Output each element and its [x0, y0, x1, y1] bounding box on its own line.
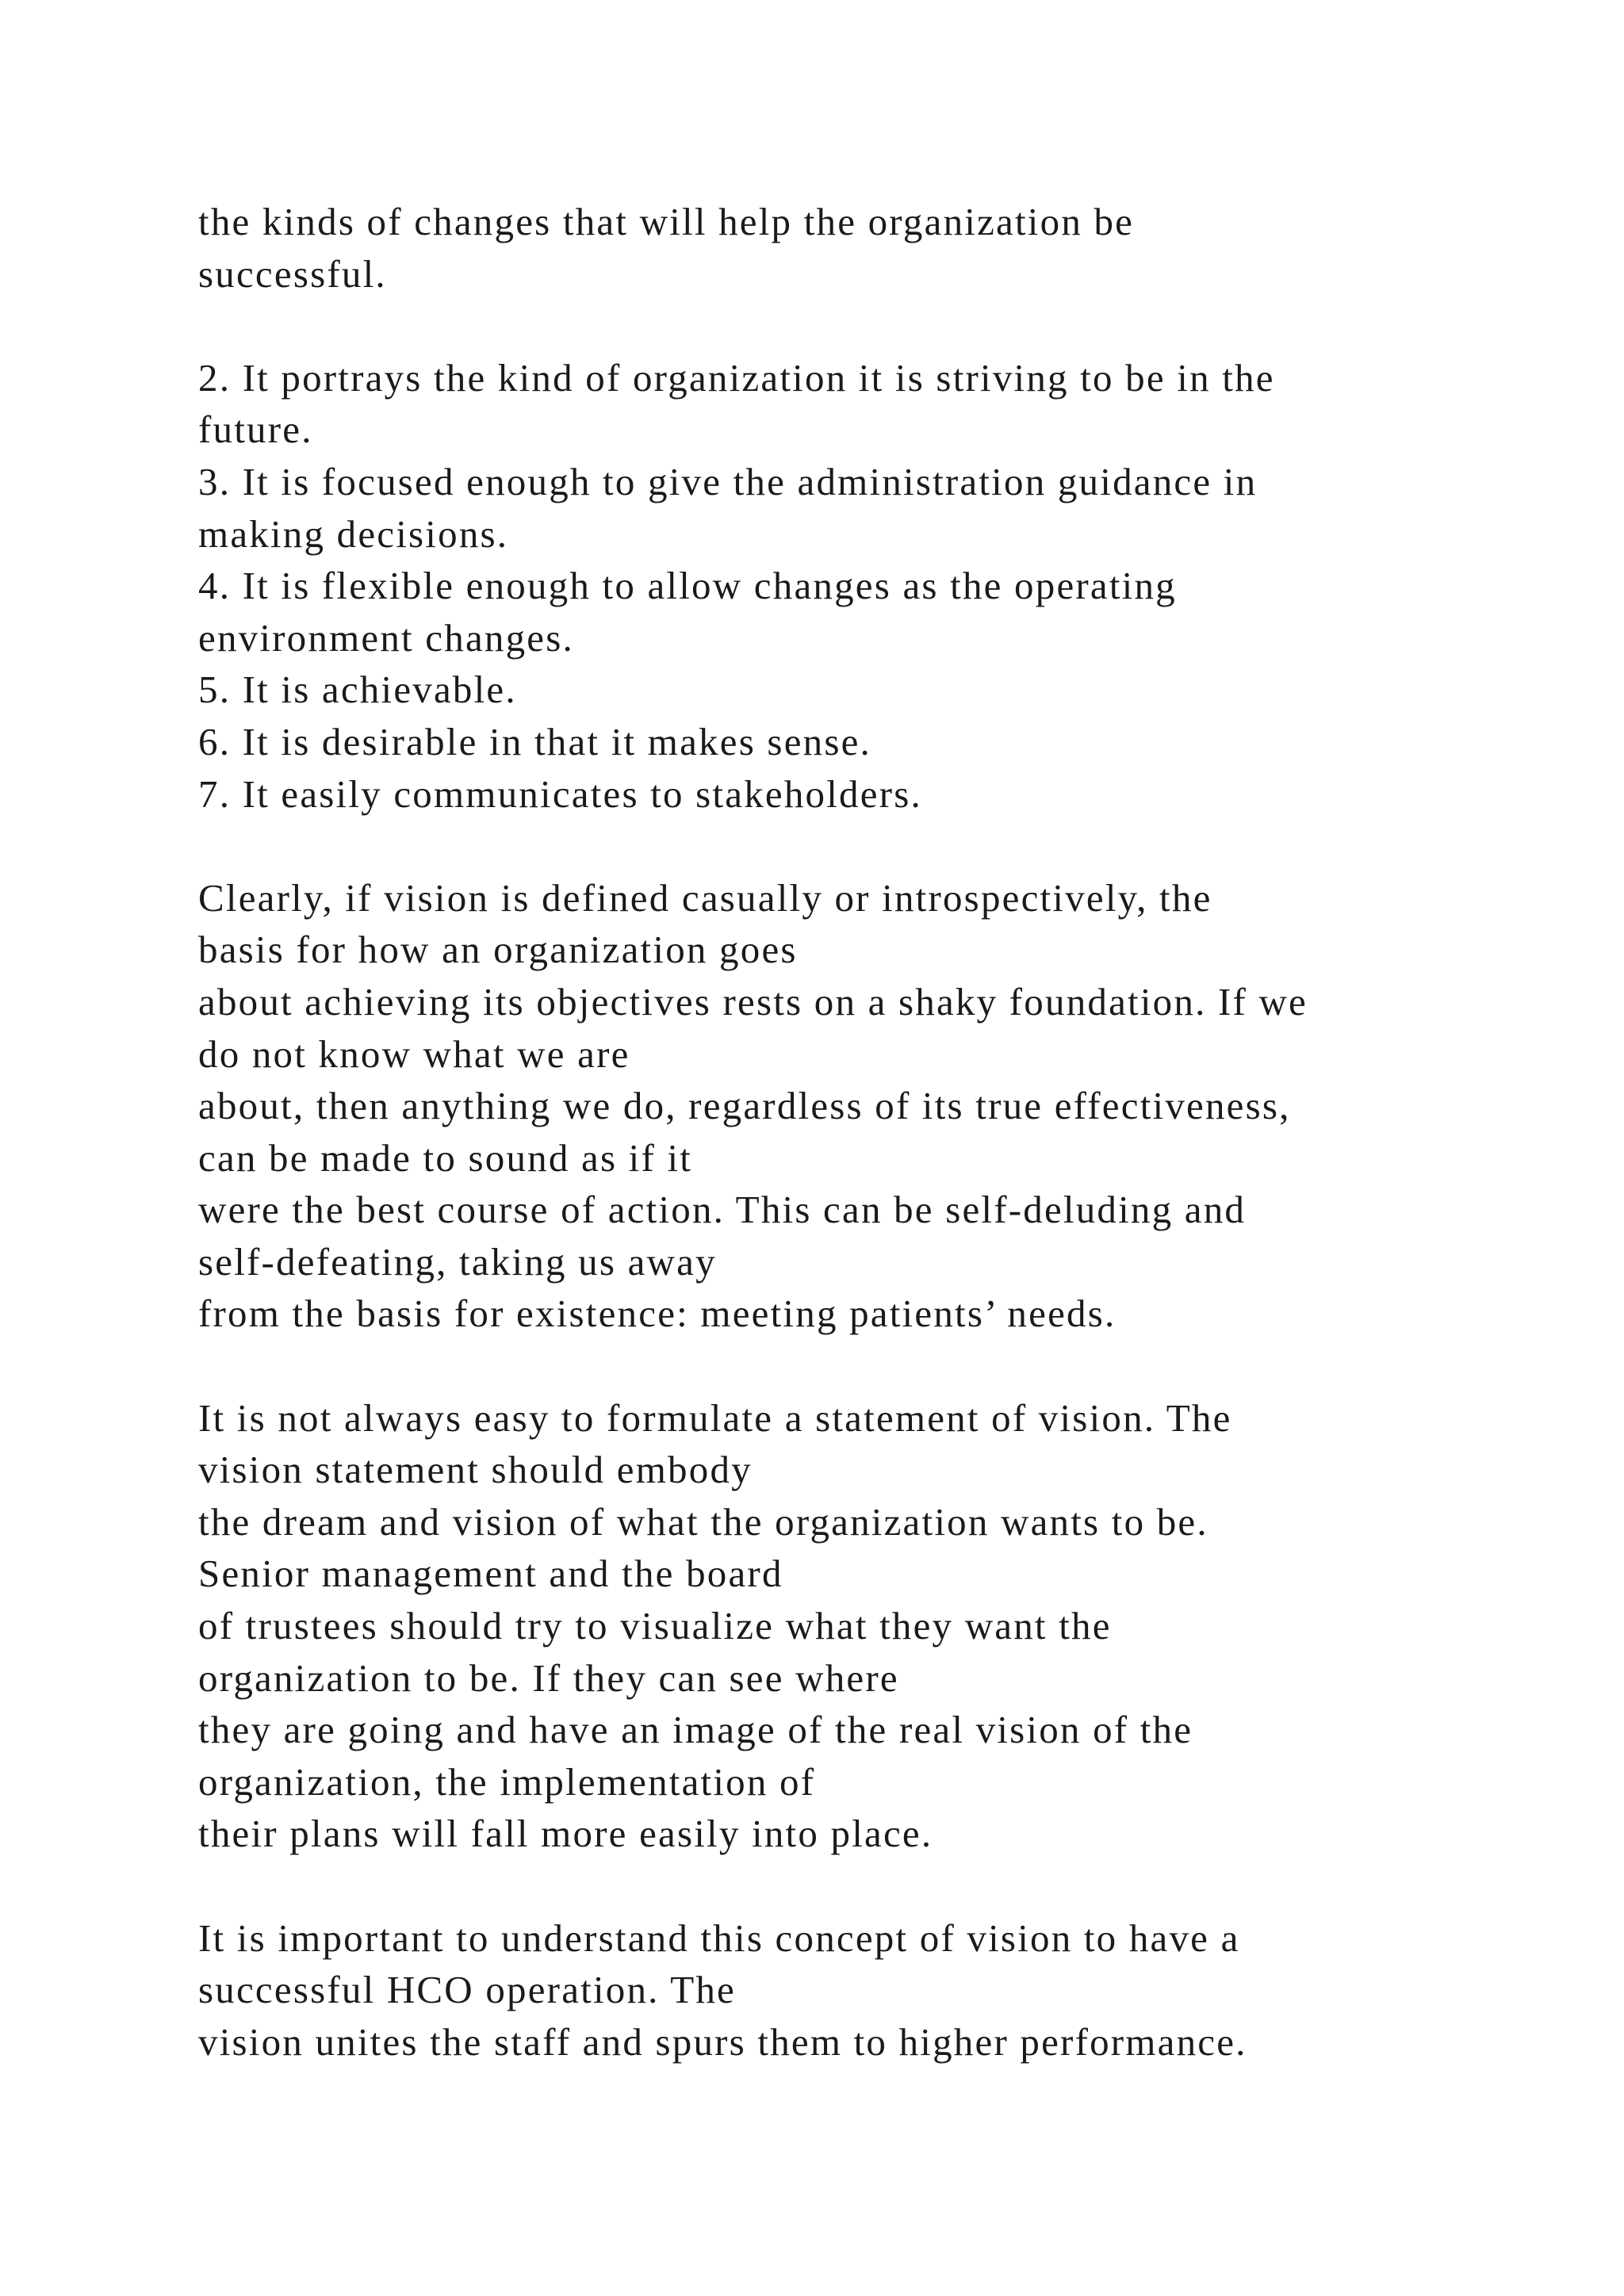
text-line: their plans will fall more easily into place.: [198, 1812, 933, 1856]
text-line: from the basis for existence: meeting patients’ needs.: [198, 1292, 1116, 1336]
text-line: they are going and have an image of the real vision of the: [198, 1708, 1193, 1752]
paragraph-gap: [198, 300, 1546, 352]
text-line: of trustees should try to visualize what they want the: [198, 1604, 1112, 1648]
text-line: making decisions.: [198, 511, 509, 556]
text-line: Clearly, if vision is defined casually or introspectively, the: [198, 875, 1212, 920]
text-line: the kinds of changes that will help the organization be: [198, 200, 1135, 243]
list-item-7: 7. It easily communicates to stakeholders.: [198, 771, 922, 816]
list-item-4: 4. It is flexible enough to allow changes as the operating: [198, 564, 1177, 608]
text-line: Senior management and the board: [198, 1552, 783, 1596]
list-item-3: 3. It is focused enough to give the administration guidance in: [198, 459, 1258, 503]
text-line: successful.: [198, 251, 387, 296]
text-line: the dream and vision of what the organization wants to be.: [198, 1499, 1208, 1544]
text-line: organization, the implementation of: [198, 1759, 816, 1804]
text-line: about achieving its objectives rests on a shaky foundation. If we: [198, 979, 1308, 1024]
text-line: vision statement should embody: [198, 1448, 753, 1492]
list-item-2: 2. It portrays the kind of organization it is striving to be in the: [198, 355, 1275, 400]
paragraph-gap: [198, 820, 1546, 872]
text-line: do not know what we are: [198, 1031, 630, 1076]
text-line: successful HCO operation. The: [198, 1968, 736, 2012]
text-line: vision unites the staff and spurs them to higher performance.: [198, 2019, 1247, 2064]
body-text: [198, 196, 1546, 2068]
text-line: self-defeating, taking us away: [198, 1239, 717, 1284]
paragraph-gap: [198, 1860, 1546, 1912]
paragraph-gap: [198, 1340, 1546, 1392]
text-line: organization to be. If they can see where: [198, 1655, 899, 1700]
list-item-5: 5. It is achievable.: [198, 668, 517, 712]
text-line: basis for how an organization goes: [198, 928, 798, 972]
text-line: It is important to understand this concept of vision to have a: [198, 1915, 1240, 1960]
text-line: environment changes.: [198, 615, 574, 660]
text-line: were the best course of action. This can be self-deluding and: [198, 1188, 1247, 1232]
text-line: can be made to sound as if it: [198, 1135, 693, 1180]
text-line: about, then anything we do, regardless of its true effectiveness,: [198, 1084, 1291, 1128]
text-line: future.: [198, 408, 313, 452]
list-item-6: 6. It is desirable in that it makes sense.: [198, 719, 872, 763]
text-line: It is not always easy to formulate a statement of vision. The: [198, 1395, 1232, 1440]
